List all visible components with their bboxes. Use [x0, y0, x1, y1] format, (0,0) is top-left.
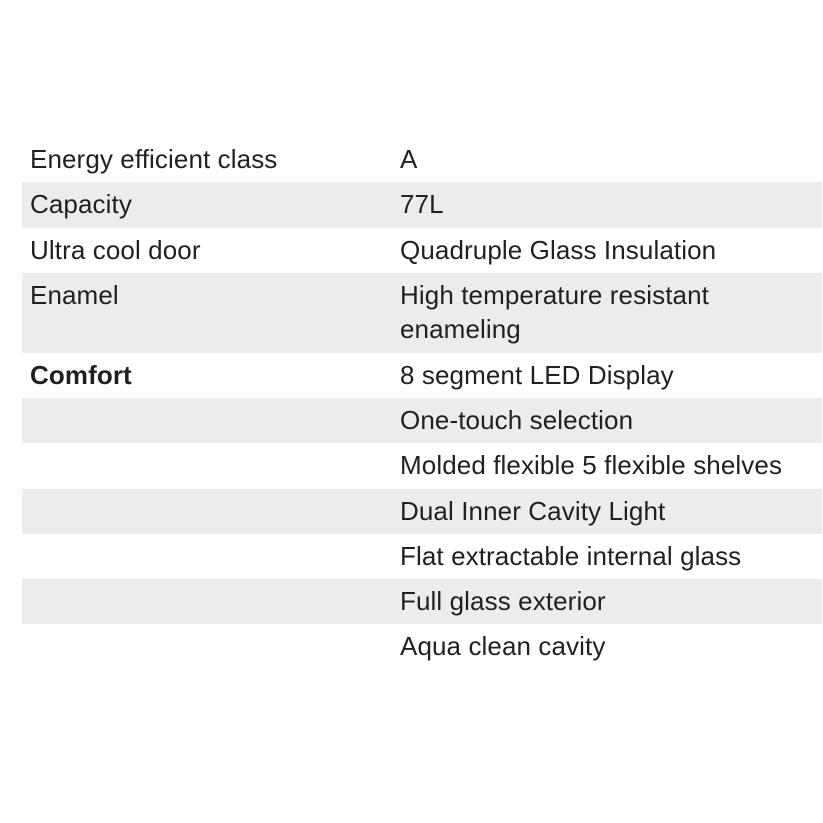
spec-label: Energy efficient class — [30, 144, 278, 174]
table-row — [22, 534, 822, 579]
spec-value: High temperature resistant enameling — [400, 279, 709, 345]
specification-table — [22, 137, 822, 670]
table-row — [22, 228, 822, 273]
table-row — [22, 443, 822, 488]
spec-value: One-touch selection — [400, 404, 634, 435]
spec-value: Full glass exterior — [400, 586, 606, 617]
spec-value: Quadruple Glass Insulation — [400, 234, 717, 265]
spec-label — [22, 489, 400, 534]
table-row — [22, 398, 822, 443]
spec-label: Comfort — [30, 359, 132, 390]
table-row — [22, 489, 822, 534]
spec-value: A — [400, 144, 418, 174]
spec-label — [22, 443, 400, 488]
spec-value: Flat extractable internal glass — [400, 540, 742, 571]
spec-label: Ultra cool door — [30, 234, 201, 265]
spec-label — [22, 624, 400, 669]
spec-value: Aqua clean cavity — [400, 631, 606, 662]
spec-value: Molded flexible 5 flexible shelves — [400, 450, 783, 481]
spec-label: Enamel — [30, 279, 119, 310]
table-row — [22, 182, 822, 227]
spec-value: 77L — [400, 189, 444, 220]
specification-table-body — [22, 137, 822, 670]
spec-label: Capacity — [30, 189, 132, 220]
table-row — [22, 137, 822, 182]
spec-value: Dual Inner Cavity Light — [400, 495, 666, 526]
table-row — [22, 624, 822, 669]
table-row — [22, 273, 822, 353]
table-row — [22, 579, 822, 624]
spec-label — [22, 534, 400, 579]
spec-value: 8 segment LED Display — [400, 359, 674, 390]
spec-label — [22, 398, 400, 443]
table-row — [22, 353, 822, 398]
spec-label — [22, 579, 400, 624]
